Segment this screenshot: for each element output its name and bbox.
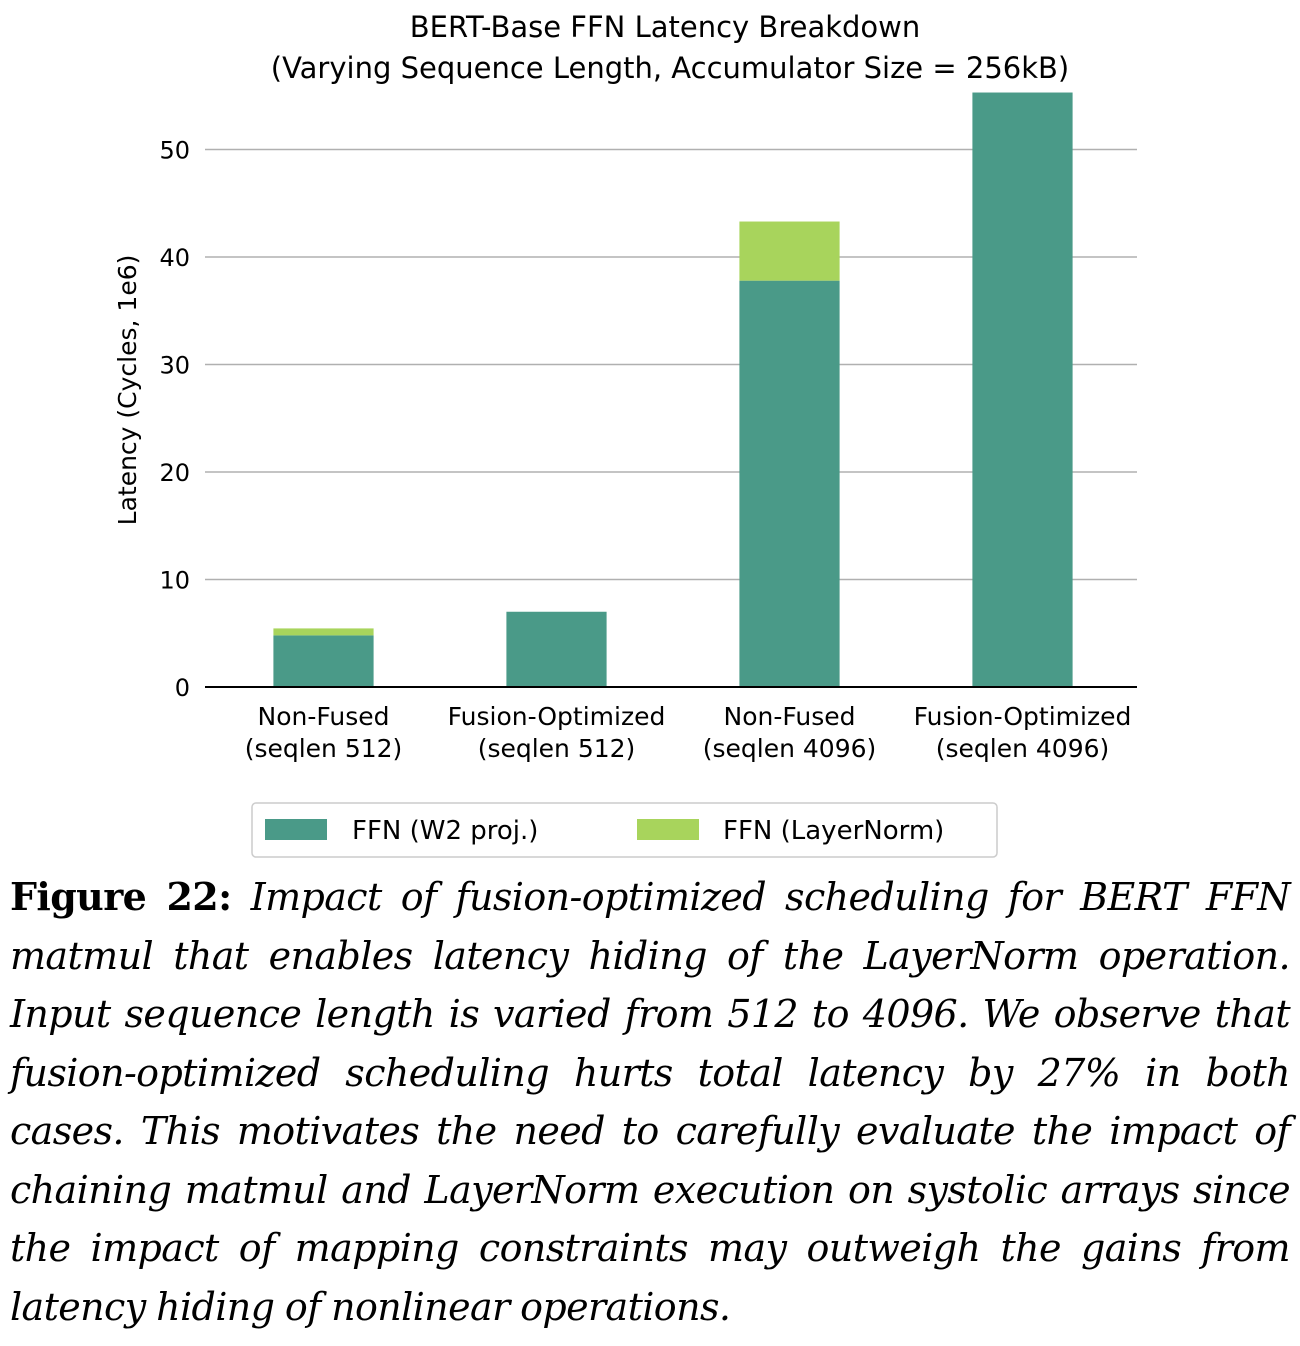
y-axis-label: Latency (Cycles, 1e6) <box>113 254 142 526</box>
chart-title: BERT-Base FFN Latency Breakdown <box>409 10 921 44</box>
bar-segment-w2-proj-1 <box>506 612 606 687</box>
x-category-label: Fusion-Optimized <box>913 702 1132 731</box>
bar-segment-w2-proj-3 <box>972 93 1072 687</box>
legend-label: FFN (W2 proj.) <box>352 816 539 846</box>
x-category-label: (seqlen 4096) <box>702 734 877 763</box>
y-tick-label: 40 <box>159 244 190 272</box>
bar-segment-layernorm-2 <box>739 222 839 281</box>
y-tick-label: 10 <box>159 566 190 595</box>
caption-label: Figure 22: <box>10 874 232 919</box>
y-tick-label: 50 <box>159 136 190 165</box>
legend <box>252 803 997 857</box>
y-axis-ticks <box>159 137 190 703</box>
y-tick-label: 30 <box>159 351 190 380</box>
bars <box>273 93 1072 687</box>
chart-subtitle: (Varying Sequence Length, Accumulator Size = 256kB) <box>270 51 1070 85</box>
bar-segment-w2-proj-0 <box>273 635 373 687</box>
x-axis-labels <box>245 702 1132 763</box>
x-category-label: Non-Fused <box>723 702 856 731</box>
caption-text: Impact of fusion-optimized scheduling for BERT FFN matmul that enables latency hiding of the LayerNorm operation. Input sequence length is varied from 512 to 4096. We observe that fusion-optimized scheduling hurts total latency by 27% in both cases. This motivates the need to carefully evaluate the impact of chaining matmul and LayerNorm execution on systolic arrays since the impact of mapping constraints may outweigh the gains from latency hiding of nonlinear operations. <box>10 875 1291 1329</box>
x-category-label: (seqlen 512) <box>244 734 403 763</box>
legend-swatch <box>265 819 327 840</box>
legend-label: FFN (LayerNorm) <box>723 816 945 846</box>
x-category-label: Fusion-Optimized <box>447 702 666 731</box>
bar-segment-layernorm-0 <box>273 628 373 635</box>
x-category-label: Non-Fused <box>257 702 390 731</box>
y-tick-label: 20 <box>159 459 190 487</box>
x-category-label: (seqlen 512) <box>477 734 636 763</box>
bar-segment-w2-proj-2 <box>739 281 839 687</box>
legend-swatch <box>637 819 699 840</box>
x-category-label: (seqlen 4096) <box>935 734 1110 763</box>
y-tick-label: 0 <box>174 674 190 702</box>
figure-caption <box>10 868 1290 1336</box>
